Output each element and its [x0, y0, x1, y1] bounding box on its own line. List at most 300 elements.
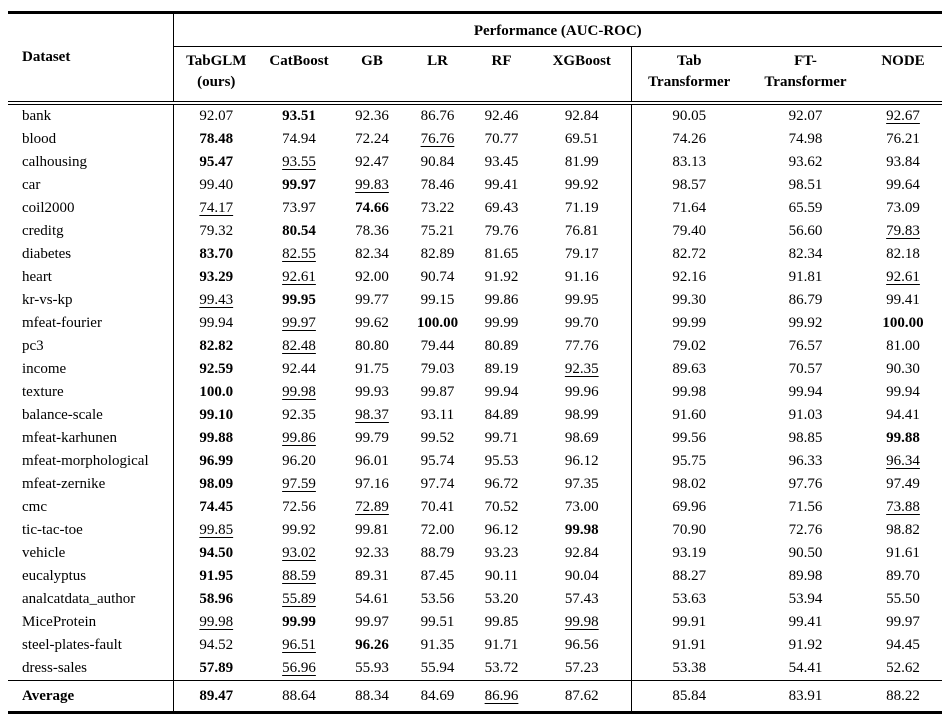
table-row: [8, 128, 942, 151]
score-cell: 72.24: [355, 131, 389, 147]
score-cell: 75.21: [420, 223, 455, 239]
score-cell: 99.93: [355, 384, 389, 400]
score-cell: 92.33: [355, 545, 389, 561]
score-cell: 99.98: [282, 384, 316, 400]
score-cell: 95.74: [420, 453, 455, 469]
score-cell: 52.62: [886, 660, 920, 676]
score-cell: 99.98: [199, 614, 234, 630]
score-cell: 79.03: [420, 361, 455, 377]
column-label: NODE: [881, 53, 925, 69]
column-label: LR: [427, 53, 448, 69]
dataset-name: analcatdata_author: [8, 588, 173, 611]
score-cell: 57.23: [564, 660, 599, 676]
score-cell: 69.51: [564, 131, 599, 147]
table-row: [8, 266, 942, 289]
score-cell: 79.44: [420, 338, 455, 354]
score-cell: 56.60: [788, 223, 823, 239]
score-cell: 69.43: [484, 200, 519, 216]
dataset-name: car: [8, 174, 173, 197]
score-cell: 88.79: [420, 545, 455, 561]
score-cell: 56.96: [282, 660, 316, 676]
score-cell: 90.11: [484, 568, 519, 584]
score-cell: 99.77: [355, 292, 389, 308]
table-row: [8, 243, 942, 266]
score-cell: 93.11: [420, 407, 455, 423]
table-row: [8, 611, 942, 634]
score-cell: 90.05: [631, 103, 747, 128]
score-cell: 99.97: [355, 614, 389, 630]
score-cell: 89.63: [631, 358, 747, 381]
dataset-name: mfeat-fourier: [8, 312, 173, 335]
score-cell: 91.16: [564, 269, 599, 285]
table-row: [8, 381, 942, 404]
score-cell: 96.12: [564, 453, 599, 469]
table-header: [8, 13, 942, 104]
score-cell: 99.51: [420, 614, 455, 630]
table-row: [8, 220, 942, 243]
score-cell: 95.47: [199, 154, 234, 170]
score-cell: 76.81: [564, 223, 599, 239]
table-row: [8, 427, 942, 450]
score-cell: 94.50: [199, 545, 234, 561]
score-cell: 77.76: [564, 338, 599, 354]
score-cell: 81.99: [564, 154, 599, 170]
score-cell: 99.92: [788, 315, 823, 331]
average-label: Average: [8, 681, 173, 713]
score-cell: 89.98: [788, 568, 823, 584]
score-cell: 53.20: [484, 591, 519, 607]
score-cell: 99.91: [631, 611, 747, 634]
score-cell: 89.31: [355, 568, 389, 584]
score-cell: 93.23: [484, 545, 519, 561]
score-cell: 79.02: [631, 335, 747, 358]
column-header-rf: [470, 47, 533, 104]
score-cell: 53.94: [788, 591, 823, 607]
table-row: [8, 588, 942, 611]
dataset-name: dress-sales: [8, 657, 173, 681]
score-cell: 94.45: [886, 637, 920, 653]
column-header-ft-transformer: [747, 47, 864, 104]
score-cell: 99.92: [564, 177, 599, 193]
score-cell: 92.16: [631, 266, 747, 289]
score-cell: 88.27: [631, 565, 747, 588]
score-cell: 70.57: [788, 361, 823, 377]
dataset-name: texture: [8, 381, 173, 404]
column-label: RF: [491, 53, 512, 69]
column-sublabel: Transformer: [648, 74, 731, 90]
score-cell: 96.56: [564, 637, 599, 653]
score-cell: 79.76: [484, 223, 519, 239]
score-cell: 76.57: [788, 338, 823, 354]
score-cell: 55.93: [355, 660, 389, 676]
score-cell: 99.15: [420, 292, 455, 308]
score-cell: 99.99: [484, 315, 519, 331]
score-cell: 92.84: [564, 108, 599, 124]
table-row: [8, 197, 942, 220]
score-cell: 95.75: [631, 450, 747, 473]
score-cell: 53.72: [484, 660, 519, 676]
table-row: [8, 358, 942, 381]
score-cell: 70.90: [631, 519, 747, 542]
score-cell: 91.71: [484, 637, 519, 653]
score-cell: 88.22: [864, 681, 942, 713]
score-cell: 91.03: [788, 407, 823, 423]
score-cell: 82.89: [420, 246, 455, 262]
score-cell: 74.94: [282, 131, 316, 147]
score-cell: 98.37: [355, 407, 389, 423]
table-row: [8, 450, 942, 473]
score-cell: 81.00: [886, 338, 920, 354]
performance-group-header: Performance (AUC-ROC): [173, 13, 942, 47]
score-cell: 99.88: [886, 430, 920, 446]
score-cell: 90.30: [886, 361, 920, 377]
table-row: [8, 657, 942, 681]
dataset-name: tic-tac-toe: [8, 519, 173, 542]
dataset-name: mfeat-zernike: [8, 473, 173, 496]
score-cell: 57.89: [199, 660, 234, 676]
dataset-name: balance-scale: [8, 404, 173, 427]
score-cell: 82.34: [788, 246, 823, 262]
dataset-name: kr-vs-kp: [8, 289, 173, 312]
score-cell: 55.89: [282, 591, 316, 607]
score-cell: 87.45: [420, 568, 455, 584]
score-cell: 79.32: [199, 223, 234, 239]
score-cell: 83.70: [199, 246, 234, 262]
column-header-lr: [405, 47, 470, 104]
score-cell: 80.80: [355, 338, 389, 354]
dataset-name: mfeat-morphological: [8, 450, 173, 473]
score-cell: 99.87: [420, 384, 455, 400]
score-cell: 99.52: [420, 430, 455, 446]
score-cell: 79.83: [886, 223, 920, 239]
table-row: [8, 103, 942, 128]
dataset-name: calhousing: [8, 151, 173, 174]
dataset-column-header: Dataset: [8, 13, 173, 104]
score-cell: 55.94: [420, 660, 455, 676]
score-cell: 85.84: [631, 681, 747, 713]
score-cell: 82.34: [355, 246, 389, 262]
score-cell: 71.64: [631, 197, 747, 220]
score-cell: 71.56: [788, 499, 823, 515]
score-cell: 93.84: [886, 154, 920, 170]
score-cell: 58.96: [199, 591, 234, 607]
table-row: [8, 473, 942, 496]
score-cell: 86.76: [420, 108, 455, 124]
score-cell: 99.85: [199, 522, 234, 538]
score-cell: 95.53: [484, 453, 519, 469]
score-cell: 53.56: [420, 591, 455, 607]
paper-results-table-page: [0, 11, 950, 721]
dataset-name: pc3: [8, 335, 173, 358]
dataset-name: MiceProtein: [8, 611, 173, 634]
score-cell: 73.09: [886, 200, 920, 216]
score-cell: 98.82: [886, 522, 920, 538]
table-footer: [8, 681, 942, 713]
table-row: [8, 174, 942, 197]
score-cell: 99.56: [631, 427, 747, 450]
score-cell: 69.96: [631, 496, 747, 519]
score-cell: 99.94: [788, 384, 823, 400]
score-cell: 99.97: [282, 177, 316, 193]
score-cell: 91.61: [886, 545, 920, 561]
score-cell: 88.59: [282, 568, 316, 584]
score-cell: 99.41: [788, 614, 823, 630]
score-cell: 99.40: [199, 177, 234, 193]
score-cell: 99.95: [564, 292, 599, 308]
score-cell: 87.62: [533, 681, 631, 713]
table-row: [8, 542, 942, 565]
score-cell: 98.57: [631, 174, 747, 197]
score-cell: 92.61: [886, 269, 920, 285]
score-cell: 99.86: [484, 292, 519, 308]
score-cell: 99.70: [564, 315, 599, 331]
column-label: GB: [361, 53, 383, 69]
score-cell: 96.99: [199, 453, 234, 469]
score-cell: 74.26: [631, 128, 747, 151]
score-cell: 99.97: [282, 315, 316, 331]
column-header-xgboost: [533, 47, 631, 104]
score-cell: 92.00: [355, 269, 389, 285]
score-cell: 65.59: [788, 200, 823, 216]
score-cell: 91.92: [788, 637, 823, 653]
column-label: CatBoost: [269, 53, 329, 69]
score-cell: 99.41: [886, 292, 920, 308]
score-cell: 80.89: [484, 338, 519, 354]
score-cell: 82.48: [282, 338, 316, 354]
score-cell: 96.12: [484, 522, 519, 538]
table-row: [8, 634, 942, 657]
column-label: TabGLM: [186, 53, 247, 69]
score-cell: 98.69: [564, 430, 599, 446]
score-cell: 92.47: [355, 154, 389, 170]
score-cell: 83.13: [631, 151, 747, 174]
score-cell: 82.72: [631, 243, 747, 266]
dataset-name: eucalyptus: [8, 565, 173, 588]
score-cell: 96.51: [282, 637, 316, 653]
score-cell: 91.95: [199, 568, 234, 584]
score-cell: 90.84: [420, 154, 455, 170]
score-cell: 78.48: [199, 131, 234, 147]
score-cell: 97.74: [420, 476, 455, 492]
score-cell: 57.43: [564, 591, 599, 607]
score-cell: 98.02: [631, 473, 747, 496]
dataset-name: steel-plates-fault: [8, 634, 173, 657]
dataset-name: diabetes: [8, 243, 173, 266]
score-cell: 91.75: [355, 361, 389, 377]
score-cell: 97.35: [564, 476, 599, 492]
score-cell: 89.70: [886, 568, 920, 584]
score-cell: 74.98: [788, 131, 823, 147]
score-cell: 73.00: [564, 499, 599, 515]
score-cell: 81.65: [484, 246, 519, 262]
score-cell: 93.62: [788, 154, 823, 170]
column-label: FT-: [794, 53, 817, 69]
table-row: [8, 151, 942, 174]
score-cell: 90.50: [788, 545, 823, 561]
score-cell: 99.95: [282, 292, 316, 308]
score-cell: 99.71: [484, 430, 519, 446]
table-row: [8, 312, 942, 335]
score-cell: 91.91: [631, 634, 747, 657]
score-cell: 92.59: [199, 361, 234, 377]
score-cell: 99.10: [199, 407, 234, 423]
score-cell: 73.88: [886, 499, 920, 515]
score-cell: 99.98: [564, 522, 599, 538]
score-cell: 53.38: [631, 657, 747, 681]
dataset-name: vehicle: [8, 542, 173, 565]
score-cell: 92.44: [282, 361, 316, 377]
dataset-name: coil2000: [8, 197, 173, 220]
score-cell: 99.85: [484, 614, 519, 630]
score-cell: 74.66: [355, 200, 389, 216]
score-cell: 91.35: [420, 637, 455, 653]
score-cell: 99.99: [631, 312, 747, 335]
table-row: [8, 404, 942, 427]
score-cell: 99.92: [282, 522, 316, 538]
score-cell: 99.98: [631, 381, 747, 404]
score-cell: 71.19: [564, 200, 599, 216]
score-cell: 88.64: [259, 681, 339, 713]
score-cell: 99.99: [282, 614, 316, 630]
score-cell: 92.46: [484, 108, 519, 124]
score-cell: 99.94: [199, 315, 234, 331]
score-cell: 86.79: [788, 292, 823, 308]
score-cell: 53.63: [631, 588, 747, 611]
column-label: XGBoost: [552, 53, 611, 69]
score-cell: 78.46: [420, 177, 455, 193]
score-cell: 90.74: [420, 269, 455, 285]
score-cell: 93.02: [282, 545, 316, 561]
score-cell: 72.00: [420, 522, 455, 538]
column-header-tabglm: [173, 47, 259, 104]
score-cell: 54.41: [788, 660, 823, 676]
score-cell: 98.09: [199, 476, 234, 492]
score-cell: 96.72: [484, 476, 519, 492]
score-cell: 84.89: [484, 407, 519, 423]
score-cell: 84.69: [405, 681, 470, 713]
column-label: Tab: [677, 53, 702, 69]
column-header-catboost: [259, 47, 339, 104]
score-cell: 99.30: [631, 289, 747, 312]
column-header-tab-transformer: [631, 47, 747, 104]
table-body: [8, 103, 942, 681]
score-cell: 88.34: [339, 681, 405, 713]
score-cell: 92.35: [564, 361, 599, 377]
score-cell: 100.00: [882, 315, 924, 331]
score-cell: 92.07: [199, 108, 234, 124]
score-cell: 70.52: [484, 499, 519, 515]
dataset-name: mfeat-karhunen: [8, 427, 173, 450]
dataset-name: blood: [8, 128, 173, 151]
score-cell: 86.96: [470, 681, 533, 713]
score-cell: 83.91: [747, 681, 864, 713]
score-cell: 92.35: [282, 407, 316, 423]
score-cell: 97.49: [886, 476, 920, 492]
score-cell: 97.59: [282, 476, 316, 492]
score-cell: 97.16: [355, 476, 389, 492]
dataset-name: heart: [8, 266, 173, 289]
score-cell: 99.94: [886, 384, 920, 400]
average-row: [8, 681, 942, 713]
score-cell: 99.88: [199, 430, 234, 446]
dataset-name: bank: [8, 103, 173, 128]
score-cell: 89.47: [173, 681, 259, 713]
score-cell: 99.98: [564, 614, 599, 630]
score-cell: 99.62: [355, 315, 389, 331]
score-cell: 100.0: [199, 384, 234, 400]
dataset-name: creditg: [8, 220, 173, 243]
dataset-name: income: [8, 358, 173, 381]
score-cell: 93.45: [484, 154, 519, 170]
score-cell: 91.60: [631, 404, 747, 427]
score-cell: 93.29: [199, 269, 234, 285]
table-row: [8, 519, 942, 542]
score-cell: 73.22: [420, 200, 455, 216]
score-cell: 82.18: [886, 246, 920, 262]
score-cell: 92.61: [282, 269, 316, 285]
score-cell: 93.55: [282, 154, 316, 170]
column-header-node: [864, 47, 942, 104]
score-cell: 94.41: [886, 407, 920, 423]
score-cell: 98.99: [564, 407, 599, 423]
score-cell: 93.51: [282, 108, 316, 124]
column-header-gb: [339, 47, 405, 104]
score-cell: 90.04: [564, 568, 599, 584]
score-cell: 96.34: [886, 453, 920, 469]
score-cell: 99.41: [484, 177, 519, 193]
column-sublabel: (ours): [197, 74, 236, 90]
score-cell: 100.00: [416, 315, 459, 331]
score-cell: 99.64: [886, 177, 920, 193]
score-cell: 82.82: [199, 338, 234, 354]
score-cell: 93.19: [631, 542, 747, 565]
table-row: [8, 496, 942, 519]
table-row: [8, 335, 942, 358]
score-cell: 96.01: [355, 453, 389, 469]
table-row: [8, 565, 942, 588]
score-cell: 92.07: [788, 108, 823, 124]
score-cell: 78.36: [355, 223, 389, 239]
score-cell: 79.40: [631, 220, 747, 243]
score-cell: 76.76: [420, 131, 455, 147]
score-cell: 91.81: [788, 269, 823, 285]
score-cell: 92.36: [355, 108, 389, 124]
score-cell: 99.83: [355, 177, 389, 193]
column-sublabel: Transformer: [764, 74, 847, 90]
score-cell: 74.17: [199, 200, 234, 216]
results-table: [8, 11, 942, 714]
score-cell: 98.51: [788, 177, 823, 193]
score-cell: 99.43: [199, 292, 234, 308]
score-cell: 70.41: [420, 499, 455, 515]
score-cell: 89.19: [484, 361, 519, 377]
score-cell: 72.76: [788, 522, 823, 538]
score-cell: 80.54: [282, 223, 316, 239]
score-cell: 96.20: [282, 453, 316, 469]
score-cell: 55.50: [886, 591, 920, 607]
score-cell: 70.77: [484, 131, 519, 147]
score-cell: 99.86: [282, 430, 316, 446]
score-cell: 92.67: [886, 108, 920, 124]
score-cell: 99.81: [355, 522, 389, 538]
score-cell: 99.94: [484, 384, 519, 400]
score-cell: 79.17: [564, 246, 599, 262]
score-cell: 92.84: [564, 545, 599, 561]
score-cell: 98.85: [788, 430, 823, 446]
score-cell: 99.96: [564, 384, 599, 400]
score-cell: 96.33: [788, 453, 823, 469]
table-row: [8, 289, 942, 312]
